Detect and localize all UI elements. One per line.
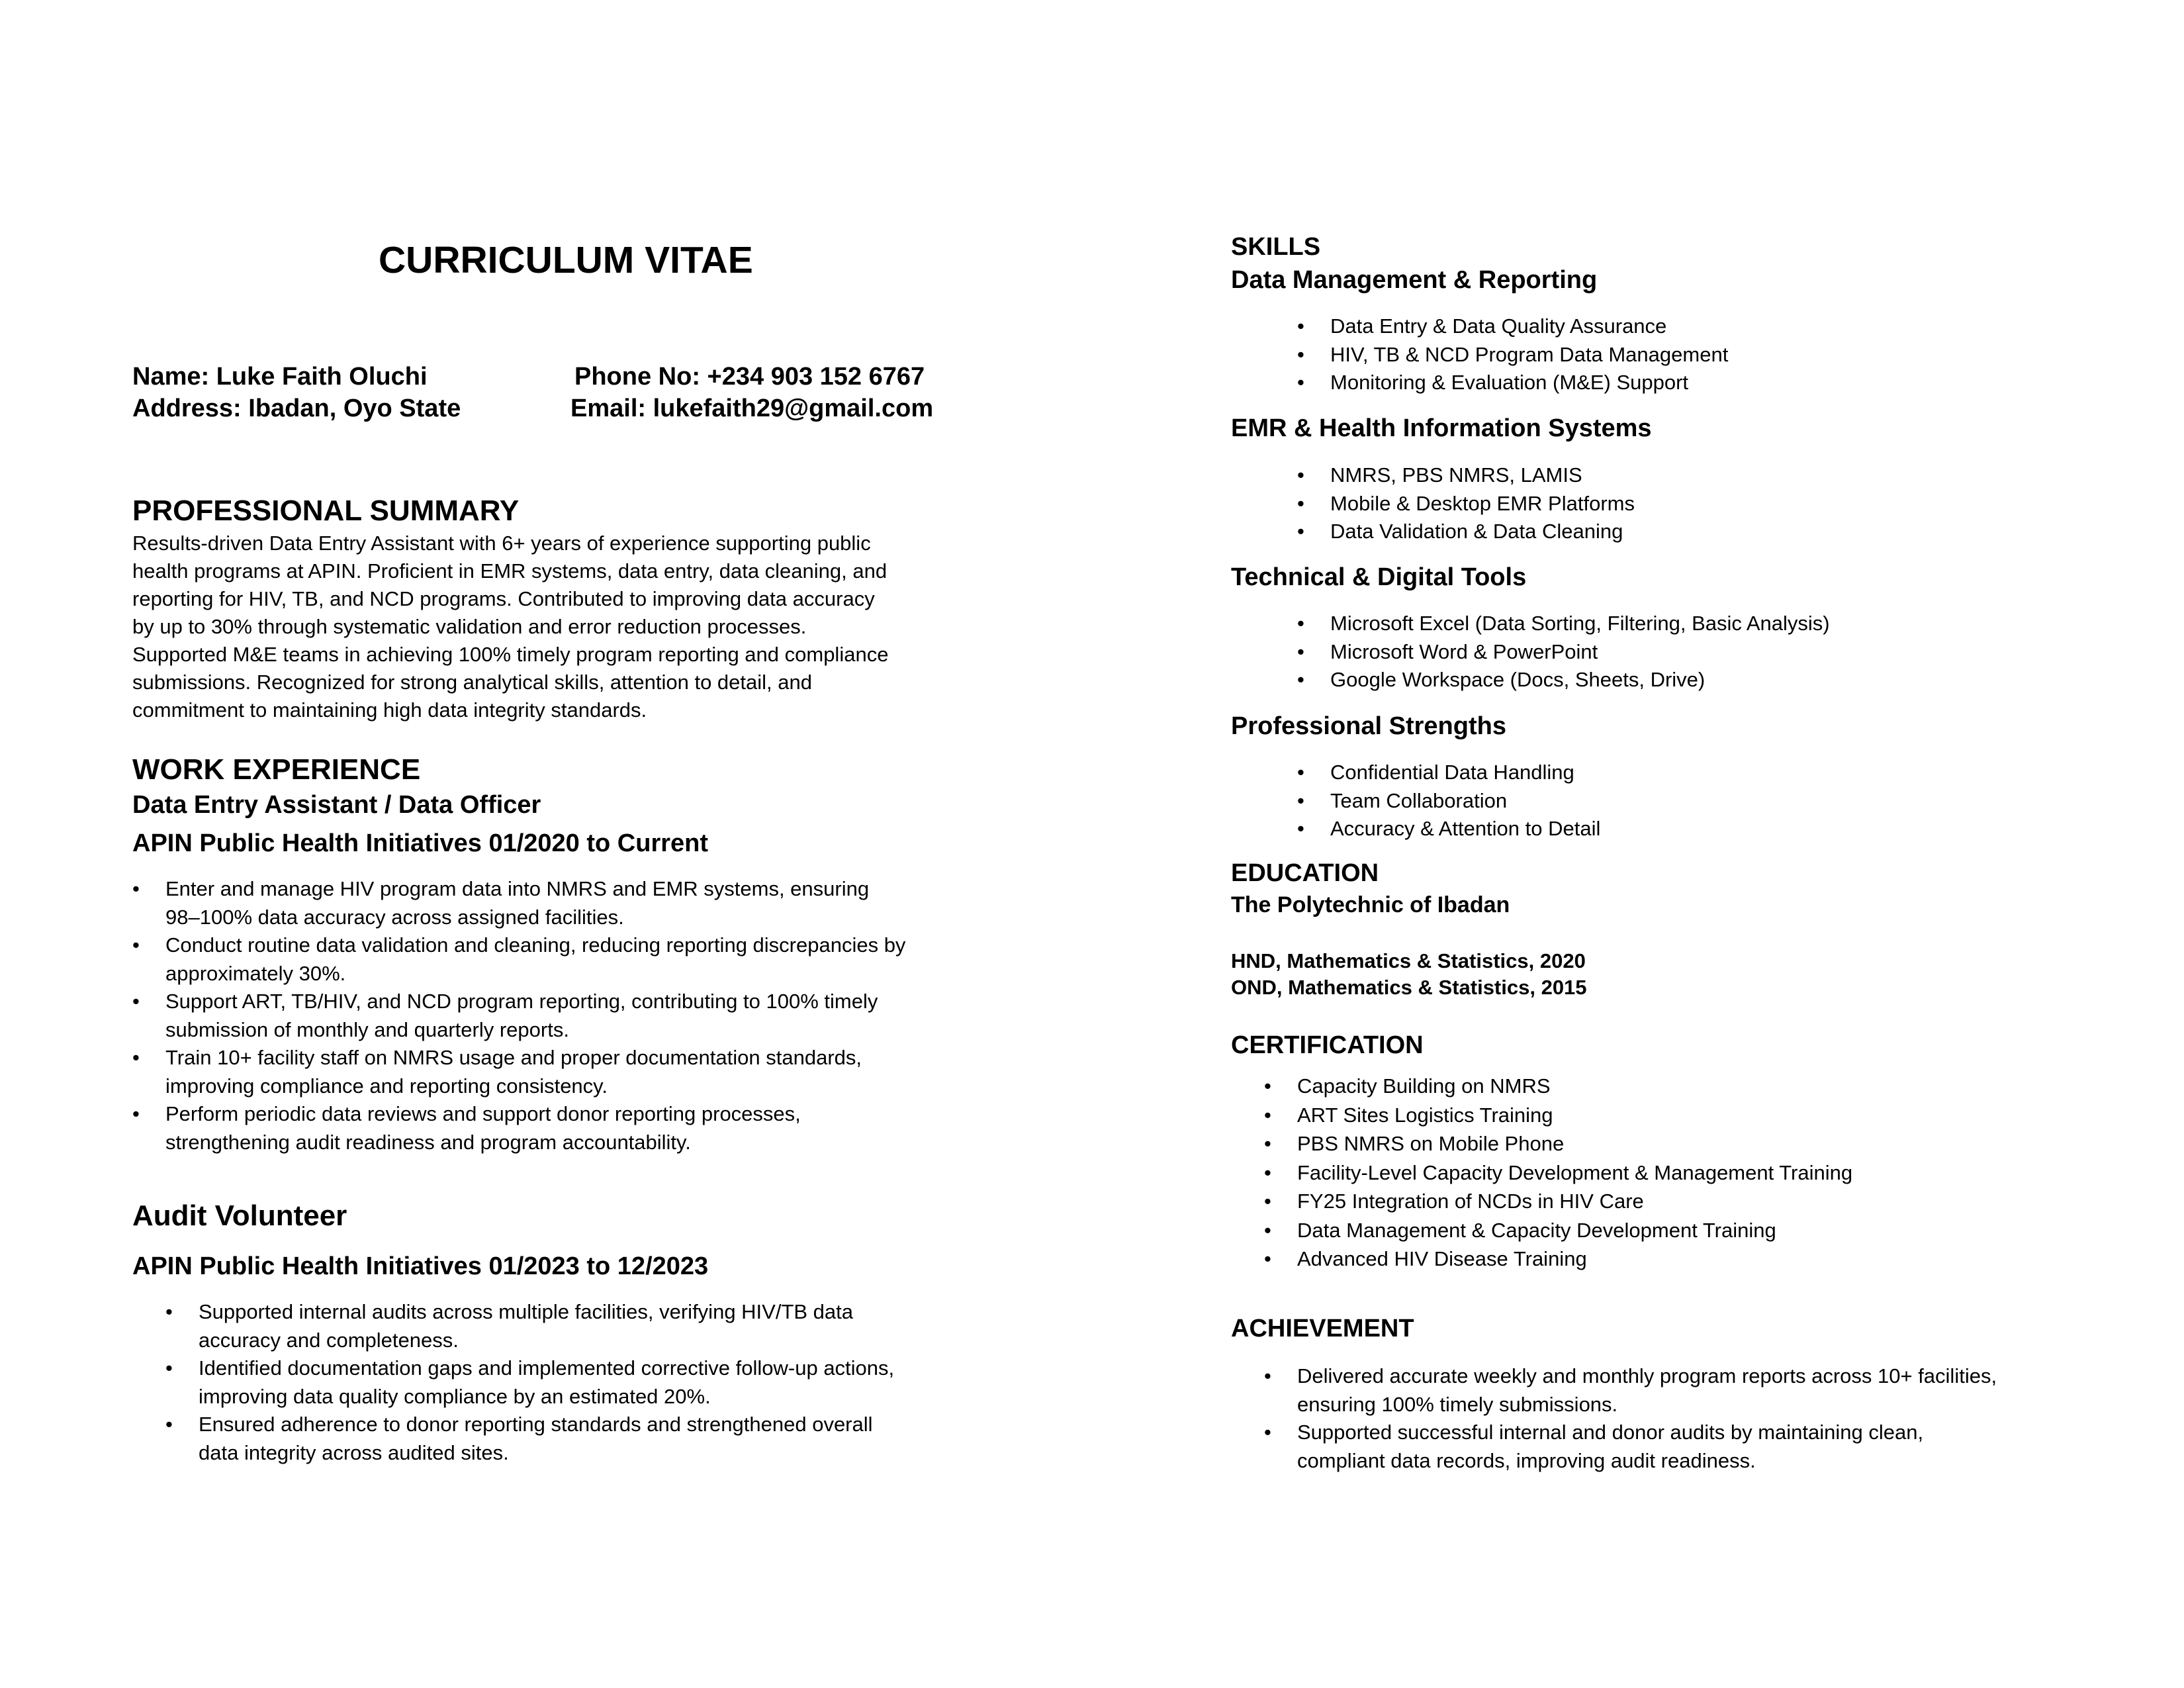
list-item: • Monitoring & Evaluation (M&E) Support — [1330, 369, 1728, 397]
list-item: • ART Sites Logistics Training — [1297, 1101, 1852, 1130]
list-item: • Data Validation & Data Cleaning — [1330, 518, 1635, 546]
list-item: • Microsoft Excel (Data Sorting, Filtering, Basic Analysis) — [1330, 610, 1830, 638]
list-item: • Enter and manage HIV program data into NMRS and EMR systems, ensuring 98–100% data accuracy across assigned facilities. — [165, 875, 905, 931]
achievement-list — [1297, 1362, 1997, 1475]
list-item: • FY25 Integration of NCDs in HIV Care — [1297, 1187, 1852, 1216]
list-item: • Accuracy & Attention to Detail — [1330, 815, 1600, 843]
summary-line: Supported M&E teams in achieving 100% timely program reporting and compliance — [132, 643, 889, 666]
list-item: • Advanced HIV Disease Training — [1297, 1244, 1852, 1274]
list-item: • Data Entry & Data Quality Assurance — [1330, 312, 1728, 341]
summary-heading: PROFESSIONAL SUMMARY — [132, 494, 520, 527]
contact-name: Name: Luke Faith Oluchi — [132, 363, 428, 391]
summary-line: Results-driven Data Entry Assistant with 6+ years of experience supporting public — [132, 532, 871, 555]
summary-line: commitment to maintaining high data integrity standards. — [132, 698, 647, 722]
summary-line: submissions. Recognized for strong analytical skills, attention to detail, and — [132, 671, 812, 694]
job1-role: Data Entry Assistant / Data Officer — [132, 791, 541, 819]
list-item: • Data Management & Capacity Development Training — [1297, 1216, 1852, 1245]
list-item: • Capacity Building on NMRS — [1297, 1072, 1852, 1101]
job2-role: Audit Volunteer — [132, 1199, 347, 1232]
list-item: • Supported internal audits across multiple facilities, verifying HIV/TB data accuracy and completeness. — [199, 1298, 894, 1354]
contact-phone: Phone No: +234 903 152 6767 — [574, 363, 925, 391]
education-ond: OND, Mathematics & Statistics, 2015 — [1231, 976, 1587, 999]
certification-list — [1297, 1072, 1852, 1274]
list-item: • Confidential Data Handling — [1330, 759, 1600, 787]
certification-heading: CERTIFICATION — [1231, 1031, 1424, 1059]
list-item: • Train 10+ facility staff on NMRS usage and proper documentation standards, improving compliance and reporting consistency. — [165, 1044, 905, 1100]
list-item: • NMRS, PBS NMRS, LAMIS — [1330, 461, 1635, 490]
list-item: • Conduct routine data validation and cleaning, reducing reporting discrepancies by approximately 30%. — [165, 931, 905, 988]
skill-group-list — [1330, 610, 1830, 694]
list-item: • Mobile & Desktop EMR Platforms — [1330, 490, 1635, 518]
list-item: • Facility-Level Capacity Development & Management Training — [1297, 1158, 1852, 1188]
job1-org: APIN Public Health Initiatives 01/2020 to Current — [132, 829, 709, 857]
skill-group-title: Data Management & Reporting — [1231, 266, 1598, 294]
skill-group-list — [1330, 312, 1728, 397]
page-title: CURRICULUM VITAE — [379, 239, 753, 281]
job1-bullets — [165, 875, 905, 1156]
education-heading: EDUCATION — [1231, 859, 1379, 887]
list-item: • HIV, TB & NCD Program Data Management — [1330, 341, 1728, 369]
list-item: • Perform periodic data reviews and support donor reporting processes, strengthening audit readiness and program accountability. — [165, 1100, 905, 1156]
job2-bullets — [199, 1298, 894, 1467]
education-school: The Polytechnic of Ibadan — [1231, 892, 1510, 917]
contact-address: Address: Ibadan, Oyo State — [132, 395, 461, 422]
skill-group-title: EMR & Health Information Systems — [1231, 414, 1652, 442]
skill-group-list — [1330, 461, 1635, 546]
summary-line: health programs at APIN. Proficient in EMR systems, data entry, data cleaning, and — [132, 559, 887, 583]
summary-line: by up to 30% through systematic validation and error reduction processes. — [132, 615, 807, 638]
contact-email: Email: lukefaith29@gmail.com — [570, 395, 934, 422]
list-item: • Supported successful internal and donor audits by maintaining clean, compliant data records, improving audit readiness. — [1297, 1419, 1997, 1475]
skill-group-title: Technical & Digital Tools — [1231, 563, 1527, 591]
list-item: • Delivered accurate weekly and monthly program reports across 10+ facilities, ensuring 100% timely submissions. — [1297, 1362, 1997, 1419]
list-item: • Identified documentation gaps and implemented corrective follow-up actions, improving data quality compliance by an estimated 20%. — [199, 1354, 894, 1411]
list-item: • Google Workspace (Docs, Sheets, Drive) — [1330, 666, 1830, 694]
summary-paragraph — [132, 530, 979, 724]
list-item: • Microsoft Word & PowerPoint — [1330, 638, 1830, 667]
skill-group-list — [1330, 759, 1600, 843]
list-item: • PBS NMRS on Mobile Phone — [1297, 1129, 1852, 1158]
list-item: • Ensured adherence to donor reporting standards and strengthened overall data integrity across audited sites. — [199, 1411, 894, 1467]
list-item: • Support ART, TB/HIV, and NCD program reporting, contributing to 100% timely submission of monthly and quarterly reports. — [165, 988, 905, 1044]
work-heading: WORK EXPERIENCE — [132, 753, 421, 786]
education-hnd: HND, Mathematics & Statistics, 2020 — [1231, 949, 1586, 972]
skill-group-title: Professional Strengths — [1231, 712, 1506, 740]
list-item: • Team Collaboration — [1330, 787, 1600, 816]
summary-line: reporting for HIV, TB, and NCD programs. Contributed to improving data accuracy — [132, 587, 875, 610]
job2-org: APIN Public Health Initiatives 01/2023 to 12/2023 — [132, 1252, 709, 1280]
achievement-heading: ACHIEVEMENT — [1231, 1315, 1414, 1342]
skills-heading: SKILLS — [1231, 233, 1321, 261]
